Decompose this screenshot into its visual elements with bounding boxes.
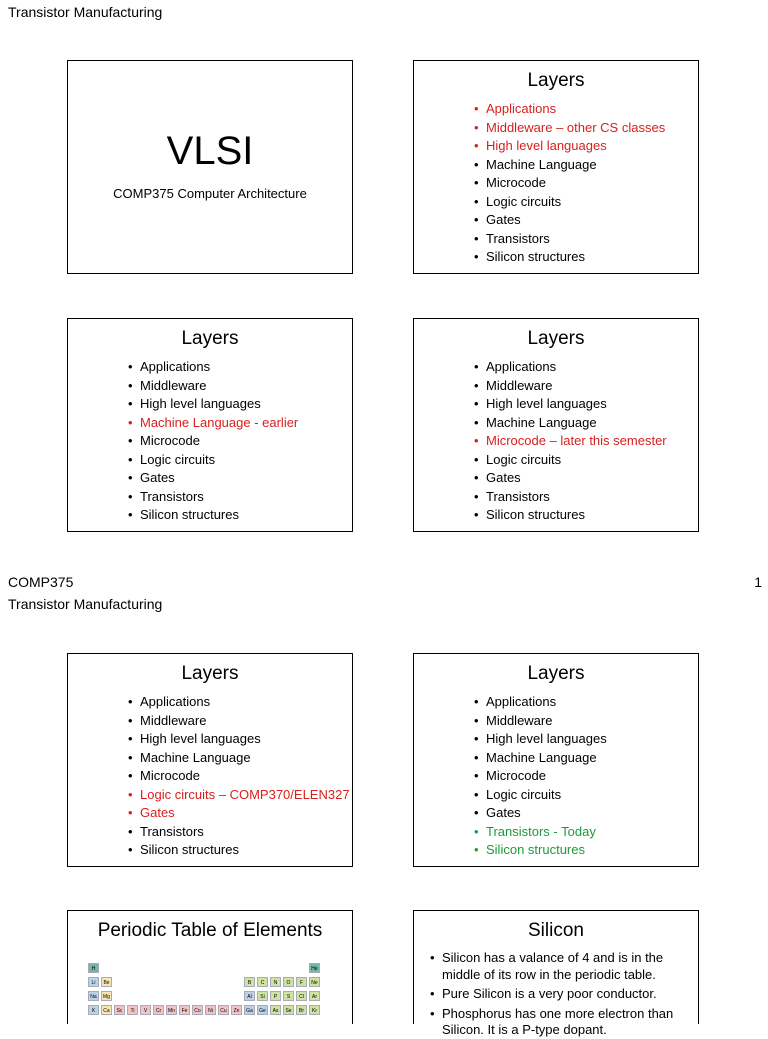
- element-cell: Ne: [309, 977, 320, 987]
- element-cell: Si: [257, 991, 268, 1001]
- element-cell: F: [296, 977, 307, 987]
- slide-periodic-table: [67, 910, 353, 1024]
- layer-item: • Logic circuits: [128, 451, 352, 470]
- slide-title: VLSI: [166, 129, 254, 173]
- layer-list: [474, 693, 698, 860]
- element-cell: Li: [88, 977, 99, 987]
- element-cell: Br: [296, 1005, 307, 1015]
- layer-item: • Gates: [474, 469, 698, 488]
- element-cell: Ga: [244, 1005, 255, 1015]
- layer-item: • Transistors: [474, 488, 698, 507]
- layer-item: • Logic circuits – COMP370/ELEN327: [128, 786, 352, 805]
- element-cell: Mn: [166, 1005, 177, 1015]
- layer-item: • Gates: [474, 804, 698, 823]
- slide-title: Layers: [181, 663, 239, 684]
- bullet-item: • Silicon has a valance of 4 and is in the middle of its row in the periodic table.: [430, 950, 688, 983]
- layer-item: • High level languages: [474, 137, 698, 156]
- layer-item: • Transistors: [128, 488, 352, 507]
- layer-item: • Logic circuits: [474, 451, 698, 470]
- slide-layers-4: [67, 653, 353, 867]
- element-cell: Ca: [101, 1005, 112, 1015]
- layer-item: • Silicon structures: [128, 506, 352, 525]
- element-cell: Be: [101, 977, 112, 987]
- element-cell: O: [283, 977, 294, 987]
- element-cell: Cu: [218, 1005, 229, 1015]
- layer-item: • Silicon structures: [474, 506, 698, 525]
- layer-item: • Transistors: [128, 823, 352, 842]
- element-cell: Zn: [231, 1005, 242, 1015]
- slide-layers-5: [413, 653, 699, 867]
- slide-layers-2: [67, 318, 353, 532]
- element-cell: P: [270, 991, 281, 1001]
- slide-title: Layers: [527, 328, 585, 349]
- silicon-bullets: [430, 950, 688, 1039]
- element-cell: Cr: [153, 1005, 164, 1015]
- layer-item: • Machine Language - earlier: [128, 414, 352, 433]
- element-cell: B: [244, 977, 255, 987]
- layer-item: • Silicon structures: [128, 841, 352, 860]
- element-cell: S: [283, 991, 294, 1001]
- element-cell: As: [270, 1005, 281, 1015]
- layer-list: [128, 693, 352, 860]
- element-cell: Ni: [205, 1005, 216, 1015]
- layer-item: • Microcode: [128, 767, 352, 786]
- element-cell: H: [88, 963, 99, 973]
- slide-title: Silicon: [528, 920, 584, 941]
- element-cell: C: [257, 977, 268, 987]
- element-cell: Kr: [309, 1005, 320, 1015]
- layer-item: • Microcode: [474, 174, 698, 193]
- layer-item: • Applications: [128, 358, 352, 377]
- element-cell: N: [270, 977, 281, 987]
- element-cell: Ar: [309, 991, 320, 1001]
- element-cell: Mg: [101, 991, 112, 1001]
- layer-item: • Middleware: [474, 377, 698, 396]
- layer-item: • Applications: [128, 693, 352, 712]
- page-header: Transistor Manufacturing: [8, 596, 163, 612]
- slide-layers-1: [413, 60, 699, 274]
- page-number: 1: [754, 574, 762, 590]
- layer-item: • Applications: [474, 100, 698, 119]
- element-cell: Fe: [179, 1005, 190, 1015]
- layer-item: • High level languages: [474, 395, 698, 414]
- slide-vlsi: [67, 60, 353, 274]
- element-cell: Ge: [257, 1005, 268, 1015]
- page-footer: COMP375: [8, 574, 74, 590]
- element-cell: Se: [283, 1005, 294, 1015]
- slide-title: Layers: [527, 70, 585, 91]
- element-cell: Sc: [114, 1005, 125, 1015]
- slide-title: Layers: [181, 328, 239, 349]
- layer-item: • Transistors: [474, 230, 698, 249]
- layer-list: [474, 358, 698, 525]
- bullet-item: • Phosphorus has one more electron than Silicon. It is a P-type dopant.: [430, 1006, 688, 1039]
- layer-item: • Gates: [128, 804, 352, 823]
- layer-item: • Machine Language: [474, 156, 698, 175]
- layer-item: • Logic circuits: [474, 786, 698, 805]
- layer-item: • Gates: [474, 211, 698, 230]
- element-cell: K: [88, 1005, 99, 1015]
- slide-title: Periodic Table of Elements: [97, 920, 323, 941]
- layer-item: • High level languages: [128, 730, 352, 749]
- layer-item: • Applications: [474, 693, 698, 712]
- layer-item: • Applications: [474, 358, 698, 377]
- layer-item: • Middleware – other CS classes: [474, 119, 698, 138]
- layer-item: • Silicon structures: [474, 841, 698, 860]
- element-cell: Al: [244, 991, 255, 1001]
- element-cell: Co: [192, 1005, 203, 1015]
- layer-item: • Machine Language: [474, 749, 698, 768]
- layer-item: • Middleware: [474, 712, 698, 731]
- layer-item: • High level languages: [474, 730, 698, 749]
- layer-item: • Microcode: [128, 432, 352, 451]
- slide-layers-3: [413, 318, 699, 532]
- element-cell: He: [309, 963, 320, 973]
- layer-item: • Microcode: [474, 767, 698, 786]
- layer-item: • Gates: [128, 469, 352, 488]
- slide-subtitle: COMP375 Computer Architecture: [113, 186, 307, 201]
- layer-item: • High level languages: [128, 395, 352, 414]
- layer-item: • Middleware: [128, 377, 352, 396]
- page-header: Transistor Manufacturing: [8, 4, 163, 20]
- layer-item: • Microcode – later this semester: [474, 432, 698, 451]
- layer-item: • Machine Language: [128, 749, 352, 768]
- layer-list: [474, 100, 698, 267]
- layer-item: • Machine Language: [474, 414, 698, 433]
- layer-item: • Silicon structures: [474, 248, 698, 267]
- layer-list: [128, 358, 352, 525]
- slide-title: Layers: [527, 663, 585, 684]
- layer-item: • Middleware: [128, 712, 352, 731]
- layer-item: • Logic circuits: [474, 193, 698, 212]
- element-cell: Cl: [296, 991, 307, 1001]
- bullet-item: • Pure Silicon is a very poor conductor.: [430, 986, 688, 1003]
- element-cell: Ti: [127, 1005, 138, 1015]
- layer-item: • Transistors - Today: [474, 823, 698, 842]
- slide-silicon: [413, 910, 699, 1037]
- element-cell: V: [140, 1005, 151, 1015]
- element-cell: Na: [88, 991, 99, 1001]
